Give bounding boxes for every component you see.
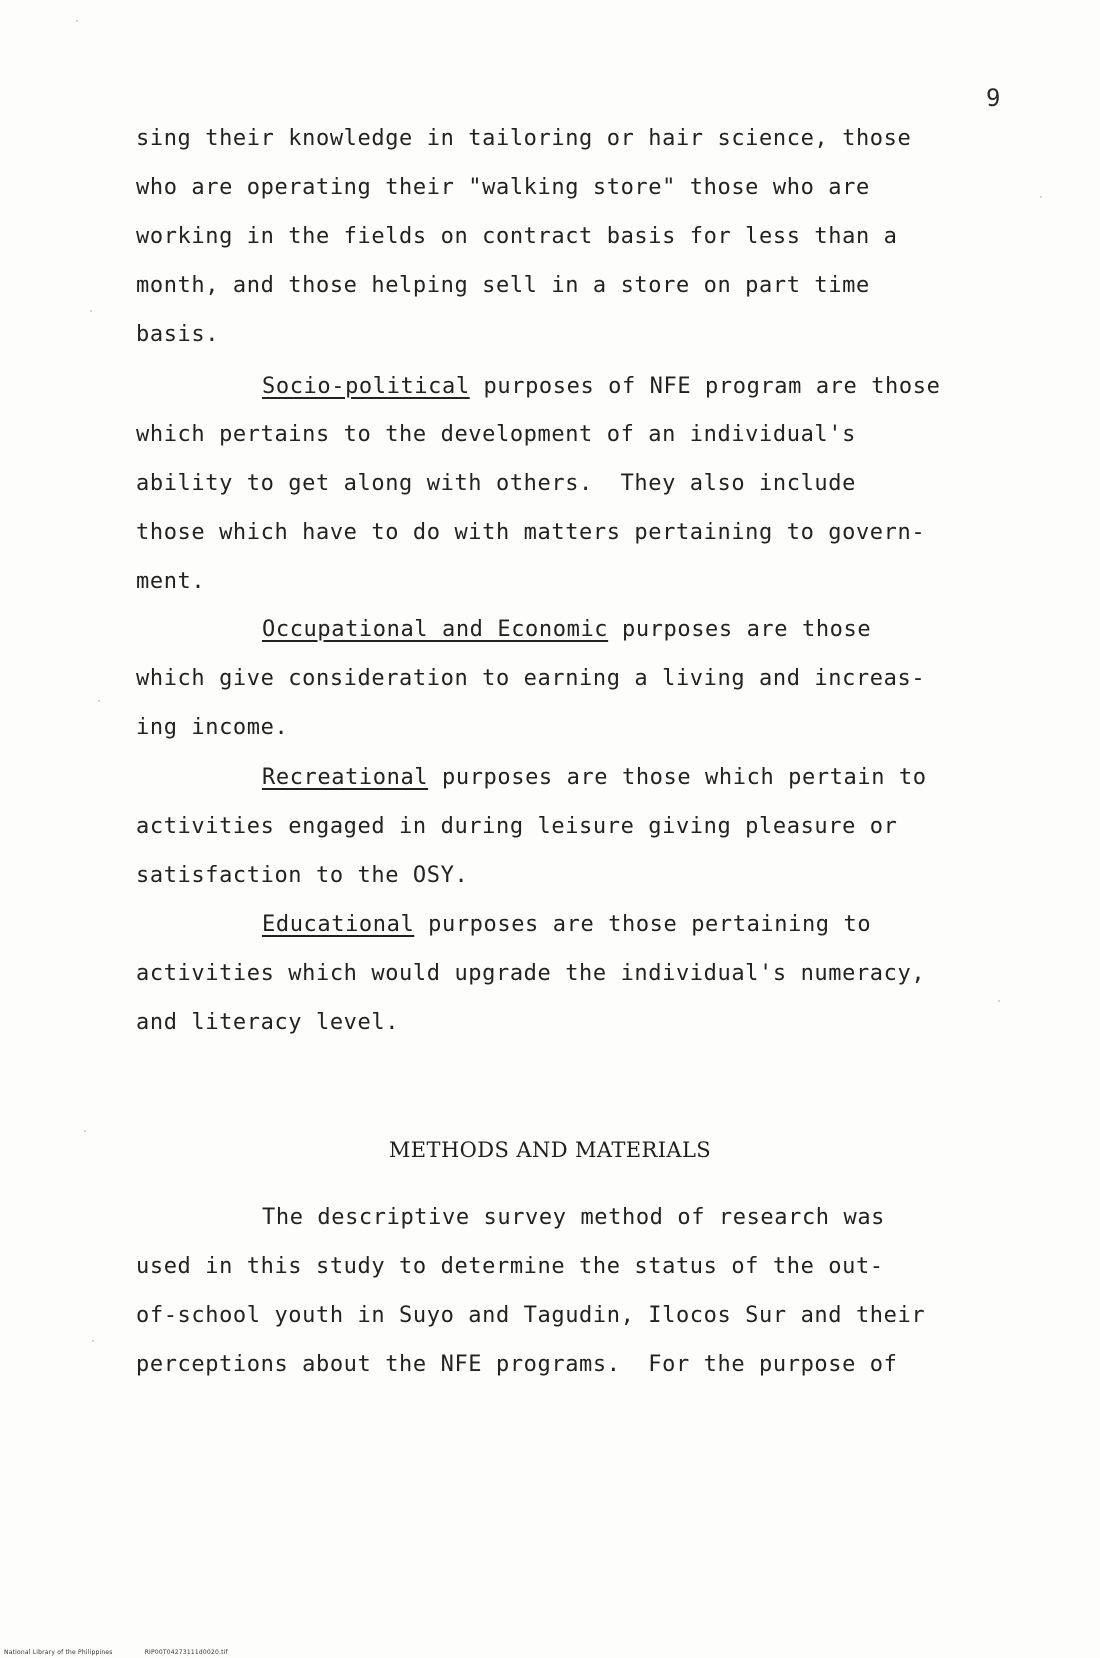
text-line: satisfaction to the OSY. — [136, 863, 469, 888]
text-line-continuation: purposes are those which pertain to — [428, 765, 927, 790]
text-line: working in the fields on contract basis for less than a — [136, 224, 898, 249]
text-line — [262, 374, 940, 399]
text-line-continuation: purposes of NFE program are those — [469, 374, 941, 399]
text-line: ment. — [136, 569, 206, 594]
footer-library: National Library of the Philippines — [4, 1649, 113, 1656]
text-line: activities which would upgrade the individual's numeracy, — [136, 961, 926, 986]
footer-file-id: RIP00T04273111d0020.tif — [144, 1649, 228, 1656]
text-line: basis. — [136, 322, 220, 347]
text-line: month, and those helping sell in a store on part time — [136, 273, 870, 298]
term-socio-political: Socio-political — [262, 374, 470, 399]
scan-speck — [84, 1130, 86, 1132]
text-line: of-school youth in Suyo and Tagudin, Ilocos Sur and their — [136, 1303, 926, 1328]
text-line: ing income. — [136, 715, 289, 740]
scan-speck — [1040, 196, 1042, 198]
text-line: activities engaged in during leisure giving pleasure or — [136, 814, 898, 839]
text-line: which pertains to the development of an individual's — [136, 422, 856, 447]
text-line: used in this study to determine the status of the out- — [136, 1254, 884, 1279]
scan-speck — [998, 1000, 1000, 1002]
term-educational: Educational — [262, 912, 415, 937]
scan-speck — [90, 310, 92, 312]
scan-speck — [92, 1340, 94, 1342]
text-line: perceptions about the NFE programs. For the purpose of — [136, 1352, 898, 1377]
section-heading: METHODS AND MATERIALS — [388, 1138, 712, 1162]
page-number: 9 — [986, 84, 1001, 112]
text-line: sing their knowledge in tailoring or hair science, those — [136, 126, 912, 151]
text-line: The descriptive survey method of research was — [262, 1205, 886, 1230]
scan-speck — [98, 700, 100, 702]
text-line: who are operating their "walking store" those who are — [136, 175, 870, 200]
text-line — [262, 617, 871, 642]
text-line — [262, 912, 871, 937]
text-line: and literacy level. — [136, 1010, 400, 1035]
text-line: ability to get along with others. They also include — [136, 471, 856, 496]
term-occupational-economic: Occupational and Economic — [262, 617, 609, 642]
text-line: which give consideration to earning a living and increas- — [136, 666, 926, 691]
text-line: those which have to do with matters pertaining to govern- — [136, 520, 926, 545]
term-recreational: Recreational — [262, 765, 429, 790]
scan-footer — [4, 1649, 258, 1656]
text-line — [262, 765, 927, 790]
scan-speck — [76, 20, 78, 22]
text-line-continuation: purposes are those pertaining to — [414, 912, 872, 937]
text-line-continuation: purposes are those — [608, 617, 872, 642]
